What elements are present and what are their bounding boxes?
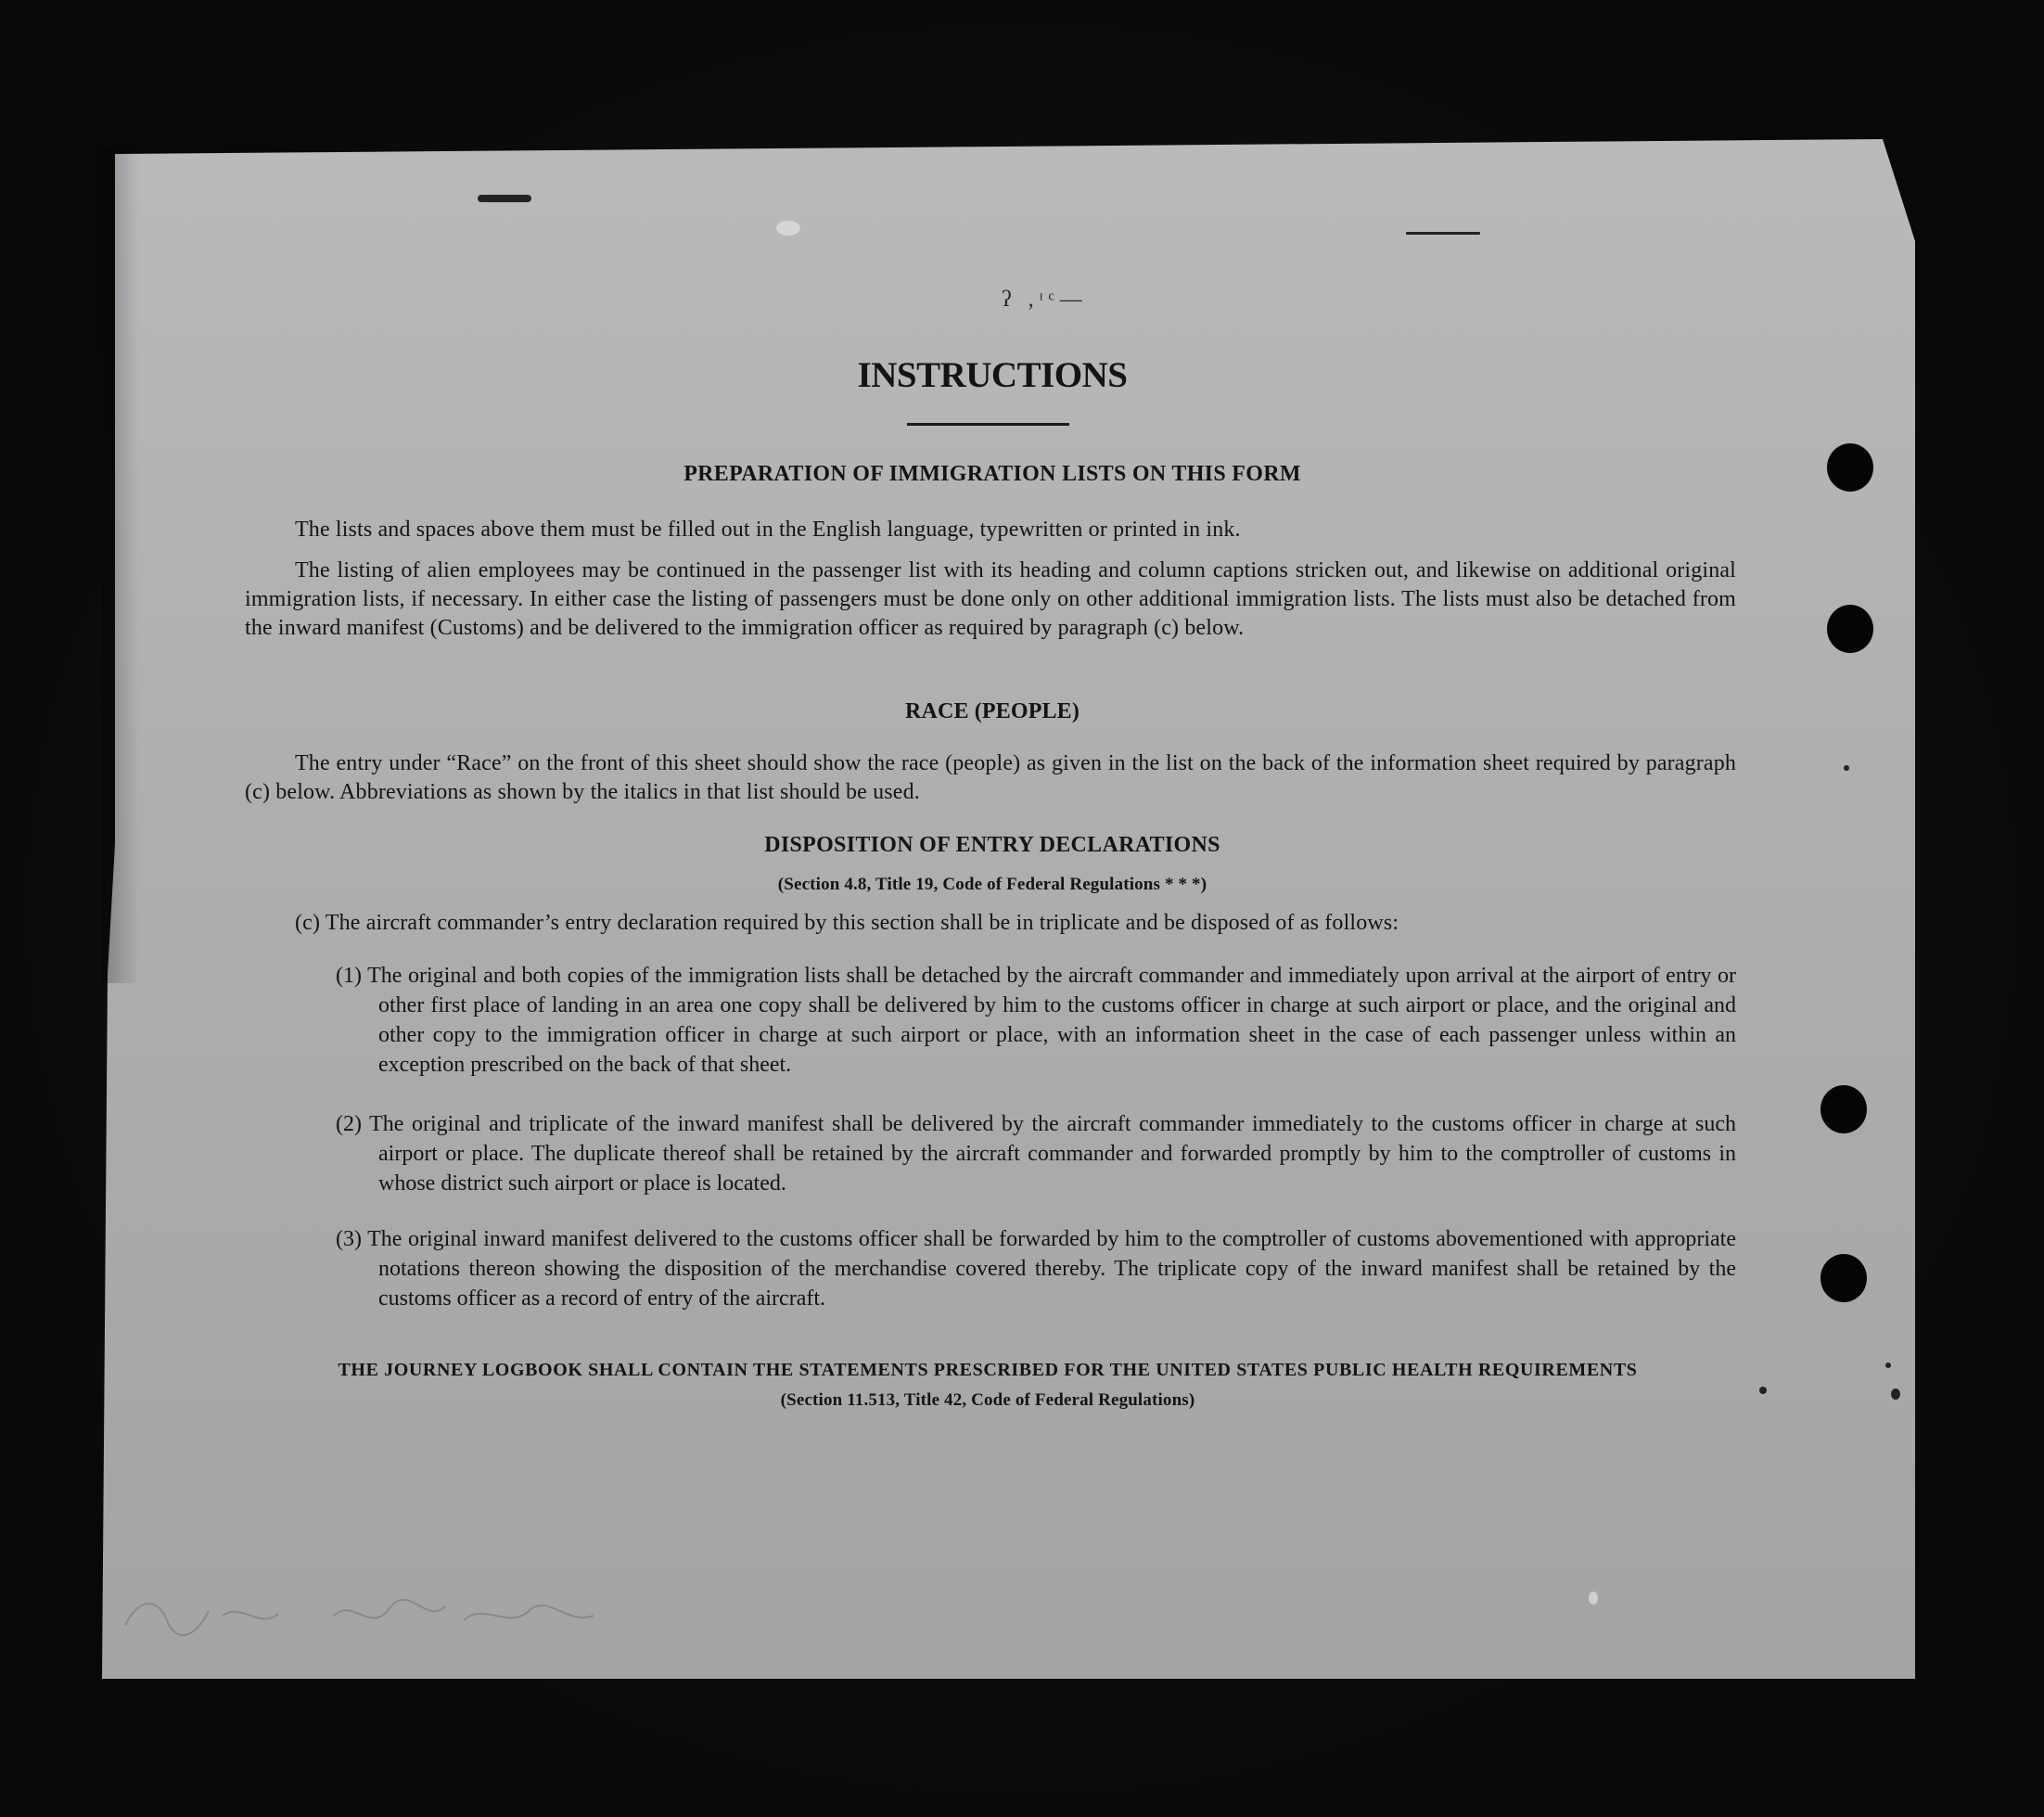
disposition-item-3: (3) The original inward manifest delivered to the customs officer shall be forwarded by him to the comptroller of customs abovementioned with appropriate notations thereon showing the disposition of the merchandise covered thereby. The triplicate copy of the inward manifest shall be retained by the customs officer as a record of entry of the aircraft. bbox=[336, 1227, 1736, 1311]
disposition-intro: (c) The aircraft commander’s entry declaration required by this section shall be in triplicate and be disposed of as follows: bbox=[295, 911, 1399, 935]
preparation-heading: PREPARATION OF IMMIGRATION LISTS ON THIS FORM bbox=[683, 462, 1301, 486]
scan-speck bbox=[776, 221, 800, 236]
footer-citation-line: (Section 11.513, Title 42, Code of Federal Regulations) bbox=[780, 1390, 1195, 1410]
disposition-subheading: (Section 4.8, Title 19, Code of Federal Regulations * * *) bbox=[777, 875, 1207, 894]
preparation-paragraph-2: The listing of alien employees may be continued in the passenger list with its heading and column captions stricken out, and likewise on additional original immigration lists, if necessary. In either case the listing of passengers must be done only on other additional immigration lists. The lists must also be detached from the inward manifest (Customs) and be delivered to the immigration officer as required by paragraph (c) below. bbox=[245, 558, 1736, 640]
punch-hole-2 bbox=[1827, 605, 1873, 653]
disposition-heading: DISPOSITION OF ENTRY DECLARATIONS bbox=[764, 833, 1220, 857]
punch-hole-3 bbox=[1820, 1085, 1867, 1133]
race-heading: RACE (PEOPLE) bbox=[905, 699, 1079, 723]
scan-speck bbox=[1759, 1387, 1767, 1394]
title-underline bbox=[907, 423, 1069, 426]
scan-speck bbox=[1844, 765, 1849, 771]
punch-hole-4 bbox=[1820, 1254, 1867, 1302]
disposition-item-2: (2) The original and triplicate of the inward manifest shall be delivered by the aircraft commander immediately to the customs officer in charge at such airport or place. The duplicate thereof shall be retained by the aircraft commander and forwarded promptly by him to the comptroller of customs in whose district such airport or place is located. bbox=[336, 1112, 1736, 1196]
scan-speck bbox=[1891, 1388, 1900, 1400]
footer-requirement-line: THE JOURNEY LOGBOOK SHALL CONTAIN THE STATEMENTS PRESCRIBED FOR THE UNITED STATES PUBLIC HEALTH REQUIREMENTS bbox=[338, 1360, 1638, 1380]
faded-handwriting bbox=[121, 1588, 603, 1644]
punch-hole-1 bbox=[1827, 443, 1873, 492]
page-title: INSTRUCTIONS bbox=[857, 355, 1128, 395]
preparation-paragraph-1: The lists and spaces above them must be filled out in the English language, typewritten or printed in ink. bbox=[295, 518, 1241, 542]
race-paragraph: The entry under “Race” on the front of this sheet should show the race (people) as given in the list on the back of the information sheet required by paragraph (c) below. Abbreviations as shown by the italics in that list should be used. bbox=[245, 751, 1736, 804]
handwritten-top-mark: ʔ ,ᶦᶜ— bbox=[1002, 288, 1088, 312]
scan-speck bbox=[1589, 1592, 1598, 1605]
scan-speck bbox=[478, 195, 531, 202]
scan-speck bbox=[1885, 1363, 1891, 1368]
disposition-item-1: (1) The original and both copies of the immigration lists shall be detached by the aircraft commander and immediately upon arrival at the airport of entry or other first place of landing in an area one copy shall be delivered by him to the customs officer in charge at such airport or place, and the original and other copy to the immigration officer in charge at such airport or place, with an information sheet in the case of each passenger unless within an exception prescribed on the back of that sheet. bbox=[336, 964, 1736, 1077]
scan-speck bbox=[1406, 232, 1480, 235]
